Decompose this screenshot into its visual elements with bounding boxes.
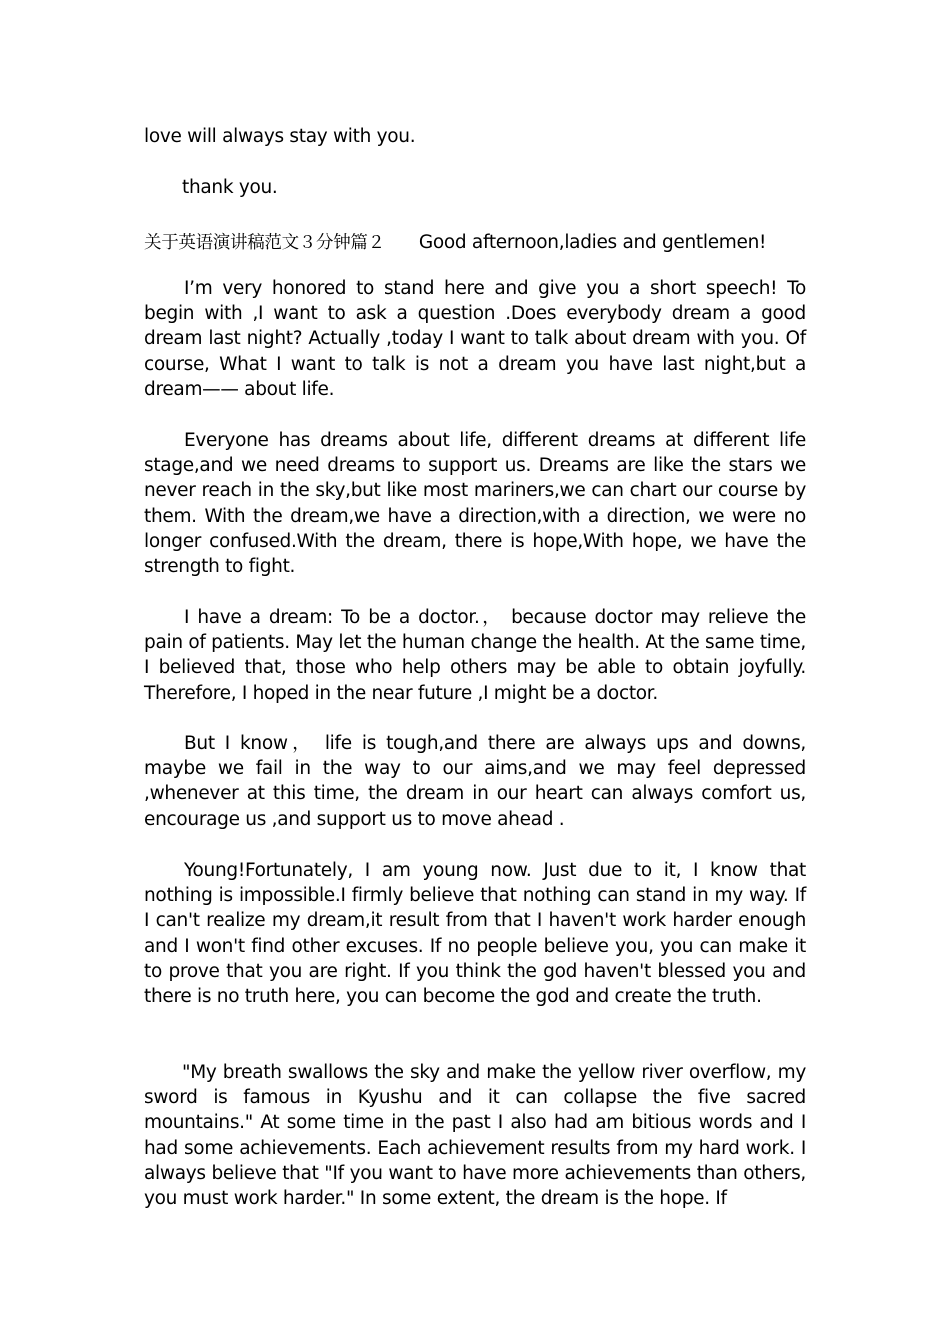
paragraph-4-block [144, 731, 806, 832]
paragraph-1-block [144, 276, 806, 402]
heading-chinese: 关于英语演讲稿范文３分钟篇２ [144, 233, 385, 253]
thanks-line: thank you. [182, 177, 278, 198]
paragraph: Everyone has dreams about life, different dreams at different life stage,and we need dreams to support us. Dreams are like the stars we never reach in the sky,but like most mariners,we can chart our course by them. With the dream,we have a direction,with a direction, we were no longer confused.With the dream, there is hope,With hope, we have the strength to fight. [144, 430, 806, 578]
paragraph: Young!Fortunately, I am young now. Just due to it, I know that nothing is impossible.I firmly believe that nothing can stand in my way. If I can't realize my dream,it result from that I haven't work harder enough and I won't find other excuses. If no people believe you, you can make it to prove that you are right. If you think the god haven't blessed you and there is no truth here, you can become the god and create the truth. [144, 860, 806, 1008]
paragraph: I’m very honored to stand here and give you a short speech! To begin with ,I want to ask a question .Does everybody dream a good dream last night? Actually ,today I want to talk about dream with you. Of course, What I want to talk is not a dream you have last night,but a dream—— about life. [144, 278, 806, 400]
closing-line: love will always stay with you. [144, 126, 416, 147]
paragraph: "My breath swallows the sky and make the yellow river overflow, my sword is famous in Kyushu and it can collapse the five sacred mountains." At some time in the past I also had am bitious words and I had some achievements. Each achievement results from my hard work. I always believe that "If you want to have more achievements than others, you must work harder." In some extent, the dream is the hope. If [144, 1062, 806, 1210]
paragraph-6-block [144, 1060, 806, 1211]
section-heading [144, 229, 806, 254]
heading-greeting: Good afternoon,ladies and gentlemen! [418, 232, 767, 253]
paragraph-5-block [144, 858, 806, 1009]
paragraph-2-block [144, 428, 806, 579]
paragraph-3-block [144, 605, 806, 706]
paragraph: I have a dream: To be a doctor.， because doctor may relieve the pain of patients. May let the human change the health. At the same time, I believed that, those who help others may be able to obtain joyfully. Therefore, I hoped in the near future ,I might be a doctor. [144, 607, 806, 704]
paragraph: But I know， life is tough,and there are always ups and downs, maybe we fail in the way to our aims,and we may feel depressed ,whenever at this time, the dream in our heart can always comfort us, encourage us ,and support us to move ahead . [144, 733, 806, 830]
